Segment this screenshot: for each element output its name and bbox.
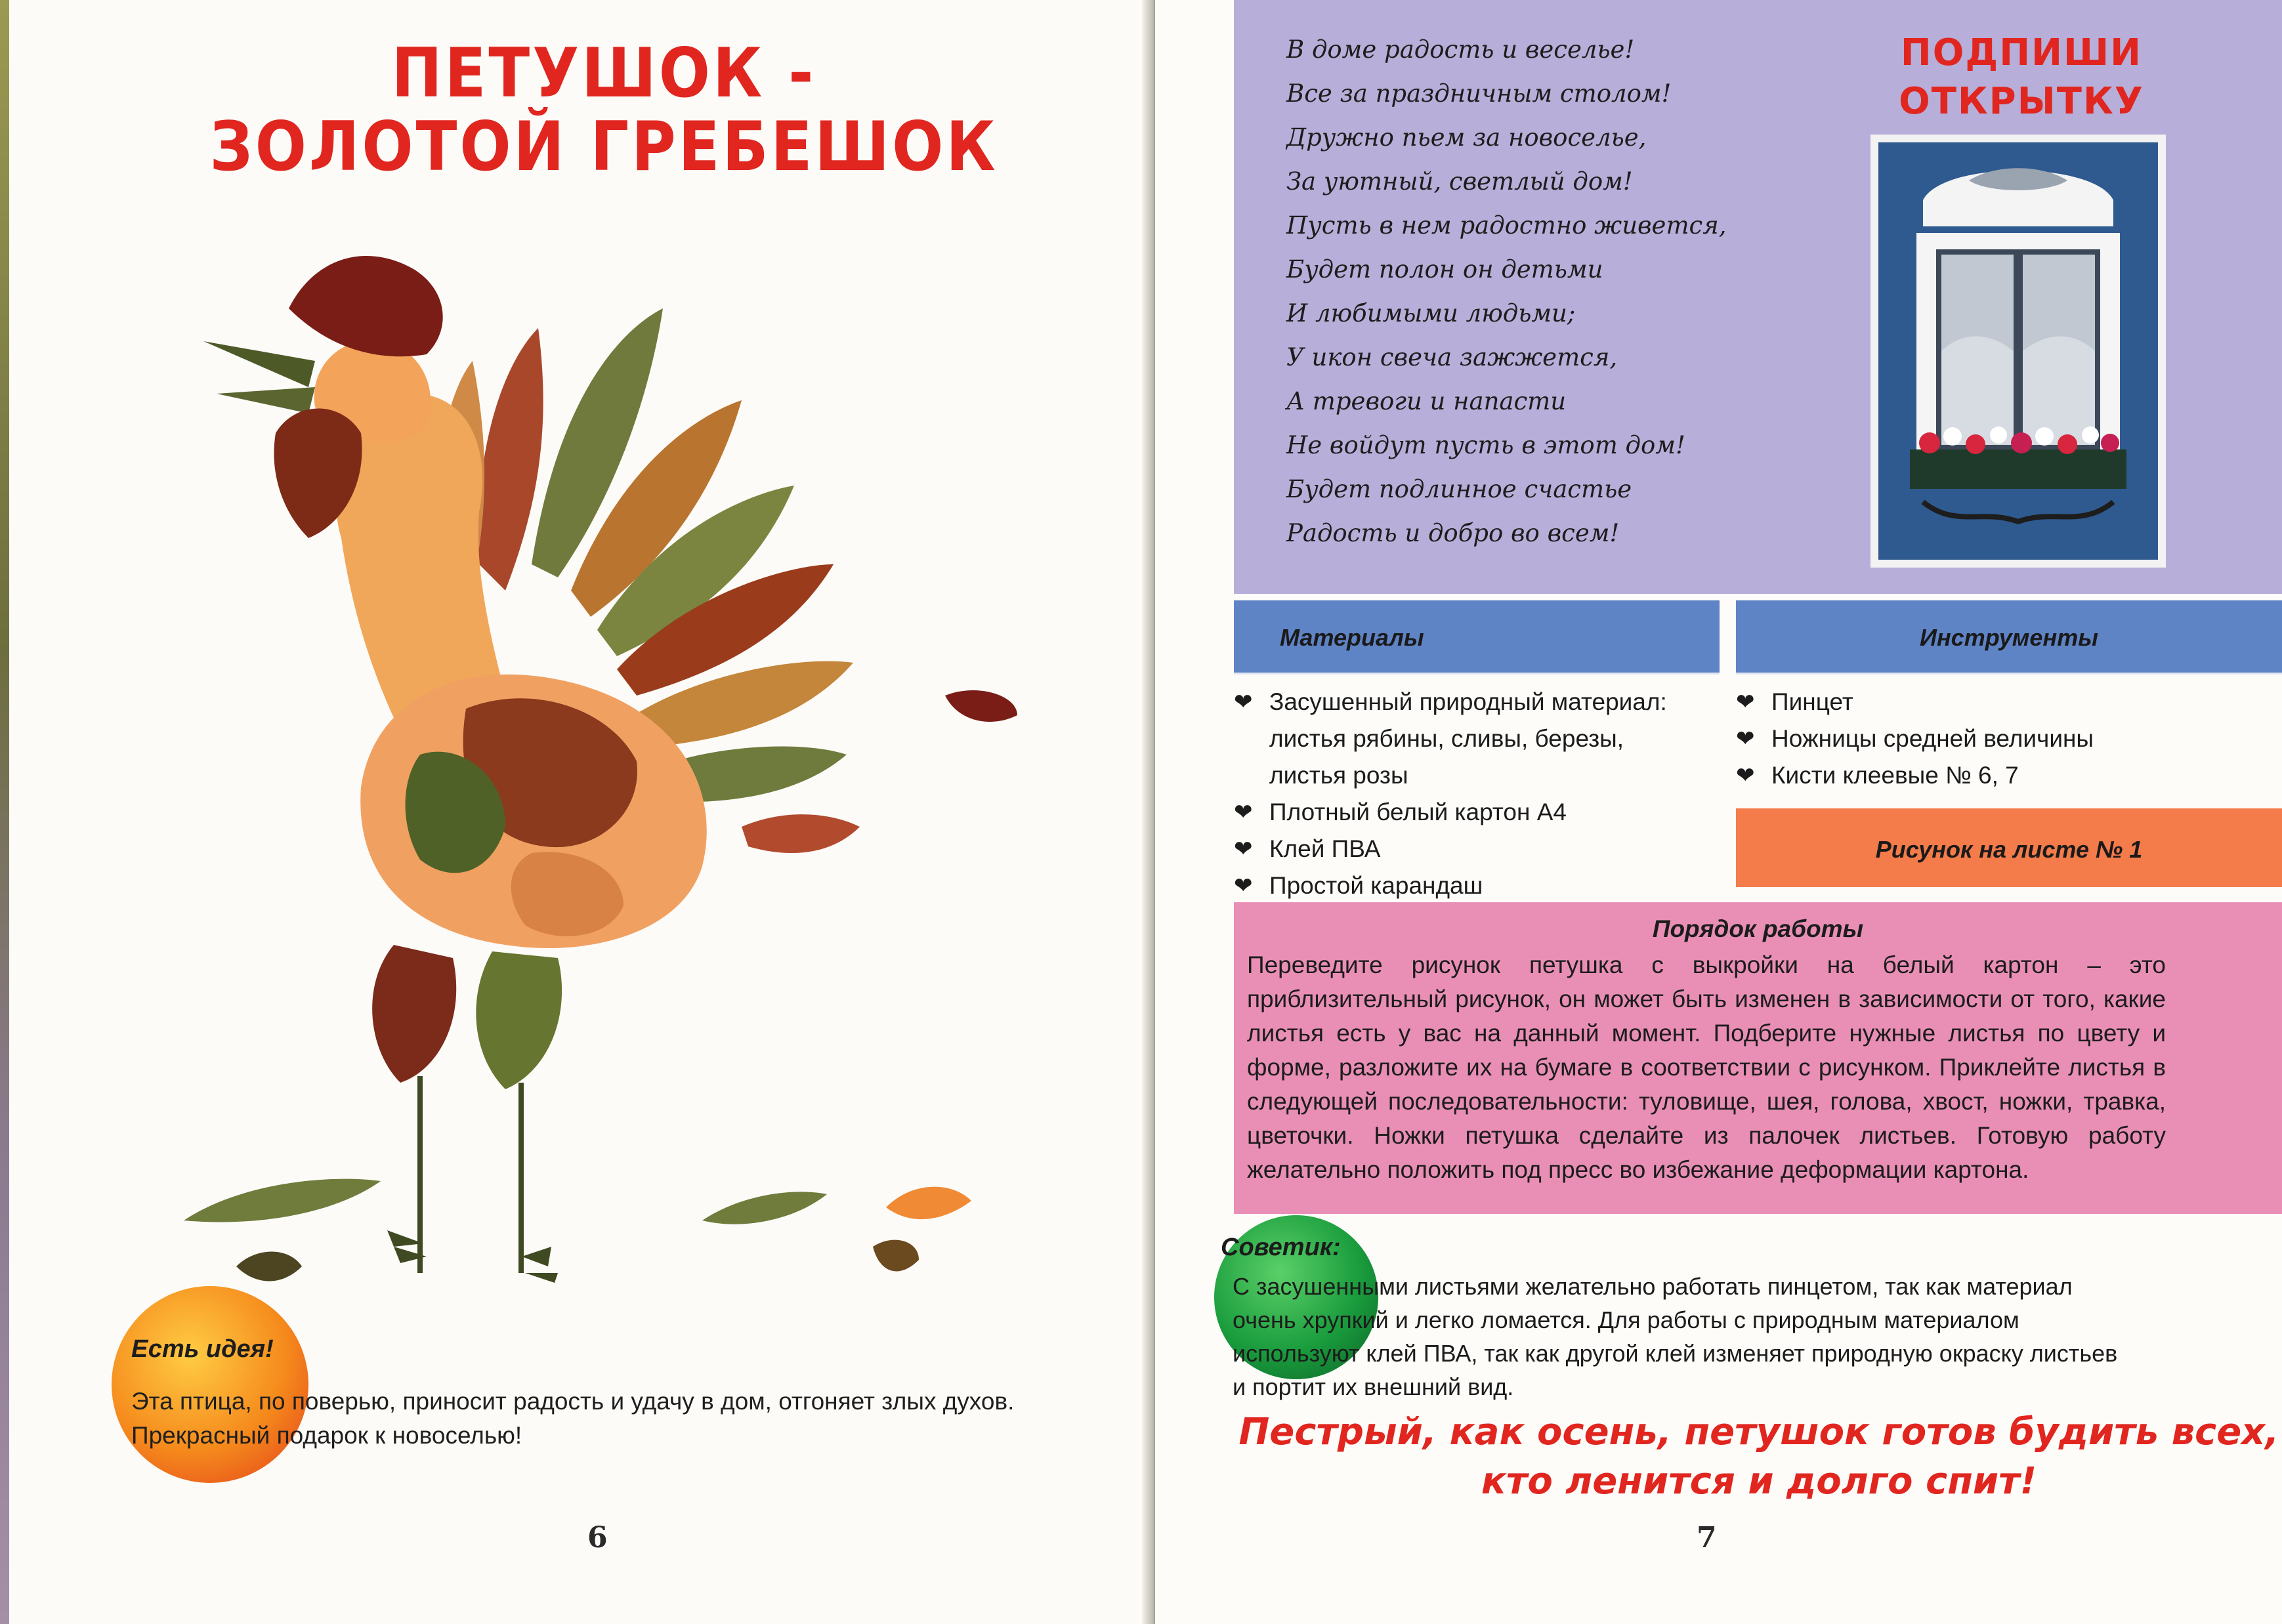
tool-text: Кисти клеевые № 6, 7 xyxy=(1771,762,2019,789)
material-text: Засушенный природный материал: xyxy=(1269,688,1667,715)
poem-line: Радость и добро во всем! xyxy=(1286,519,1620,547)
material-text: Плотный белый картон А4 xyxy=(1269,799,1567,825)
list-item xyxy=(1234,831,1733,867)
page-title-line-2: ЗОЛОТОЙ ГРЕБЕШОК xyxy=(209,107,998,186)
tip-heading: Советик: xyxy=(1221,1234,1341,1261)
heart-bullet-icon: ❤ xyxy=(1736,690,1755,715)
slogan-line-2: кто ленится и долго спит! xyxy=(1481,1460,2037,1503)
idea-text: Эта птица, по поверью, приносит радость и удачу в дом, отгоняет злых духов. Прекрасный подарок к новоселью! xyxy=(131,1388,1015,1449)
materials-header: Материалы xyxy=(1280,624,1424,651)
rooster-legs xyxy=(372,945,562,1283)
list-item xyxy=(1234,867,1733,904)
sign-card-title-line-1: ПОДПИШИ xyxy=(1900,31,2143,74)
poem-line: За уютный, светлый дом! xyxy=(1286,167,1633,196)
material-text: листья розы xyxy=(1269,762,1408,789)
page-edge xyxy=(0,0,9,1624)
poem-line: Дружно пьем за новоселье, xyxy=(1286,123,1647,152)
picture-sheet-label: Рисунок на листе № 1 xyxy=(1875,836,2143,863)
poem-line: В доме радость и веселье! xyxy=(1286,35,1635,64)
tip-text: С засушенными листьями желательно работать пинцетом, так как материал очень хрупкий и легко ломается. Для работы с природным материалом используют клей ПВА, так как другой клей изменяет природную окраску листьев и портит их внешний вид. xyxy=(1233,1273,2118,1400)
poem-line: Не войдут пусть в этот дом! xyxy=(1286,431,1685,459)
materials-list xyxy=(1234,684,1733,904)
housewarming-poem xyxy=(1286,28,1825,555)
material-text: листья рябины, сливы, березы, xyxy=(1269,725,1624,752)
work-order-panel xyxy=(1234,902,2282,1214)
page-title-line-1: ПЕТУШОК - xyxy=(391,33,816,113)
tool-text: Ножницы средней величины xyxy=(1771,725,2094,752)
list-item xyxy=(1234,794,1733,831)
page-number-right: 7 xyxy=(1697,1521,1717,1554)
heart-bullet-icon: ❤ xyxy=(1736,726,1755,751)
material-text: Простой карандаш xyxy=(1269,872,1483,899)
sign-card-title-line-2: ОТКРЫТКУ xyxy=(1899,80,2144,123)
poem-line: И любимыми людьми; xyxy=(1286,299,1576,327)
poem-panel xyxy=(1234,0,2282,594)
material-text: Клей ПВА xyxy=(1269,835,1381,862)
list-item xyxy=(1736,684,2261,720)
tools-list xyxy=(1736,684,2261,794)
heart-bullet-icon: ❤ xyxy=(1234,690,1253,715)
poem-line: Пусть в нем радостно живется, xyxy=(1286,211,1727,239)
work-order-heading: Порядок работы xyxy=(1652,915,1864,942)
poem-line: Будет подлинное счастье xyxy=(1286,475,1632,503)
poem-line: А тревоги и напасти xyxy=(1286,387,1567,415)
heart-bullet-icon: ❤ xyxy=(1234,873,1253,898)
list-item xyxy=(1234,684,1733,794)
page-number-left: 6 xyxy=(587,1521,608,1554)
heart-bullet-icon: ❤ xyxy=(1234,837,1253,862)
heart-bullet-icon: ❤ xyxy=(1234,800,1253,825)
list-item xyxy=(1736,720,2261,757)
picture-sheet-bar xyxy=(1736,808,2282,887)
heart-bullet-icon: ❤ xyxy=(1736,763,1755,788)
list-item xyxy=(1736,757,2261,794)
tools-header-bar xyxy=(1736,600,2282,675)
right-page xyxy=(1155,0,2282,1624)
poem-line: У икон свеча зажжется, xyxy=(1286,343,1618,371)
idea-heading: Есть идея! xyxy=(131,1335,274,1363)
poem-line: Все за праздничным столом! xyxy=(1286,79,1672,108)
poem-line: Будет полон он детьми xyxy=(1286,255,1603,283)
window-photo xyxy=(1870,135,2166,568)
tools-header: Инструменты xyxy=(1920,624,2098,651)
tool-text: Пинцет xyxy=(1771,688,1853,715)
slogan-line-1: Пестрый, как осень, петушок готов будить всех, xyxy=(1238,1411,2279,1453)
materials-header-bar xyxy=(1234,600,1720,675)
work-order-text: Переведите рисунок петушка с выкройки на белый картон – это приблизительный рисунок, он может быть изменен в зависимости от того, какие листья есть у вас на данный момент. Подберите нужные листья по цвету и форме, разложите их на бумаге в соответствии с рисунком. Приклейте листья в следующей последовательности: туловище, шея, голова, хвост, ножки, травка, цветочки. Ножки петушка сделайте из палочек листьев. Готовую работу желательно положить под пресс во избежание деформации картона. xyxy=(1247,951,2166,1183)
leaf-rooster-illustration xyxy=(164,197,1050,1312)
